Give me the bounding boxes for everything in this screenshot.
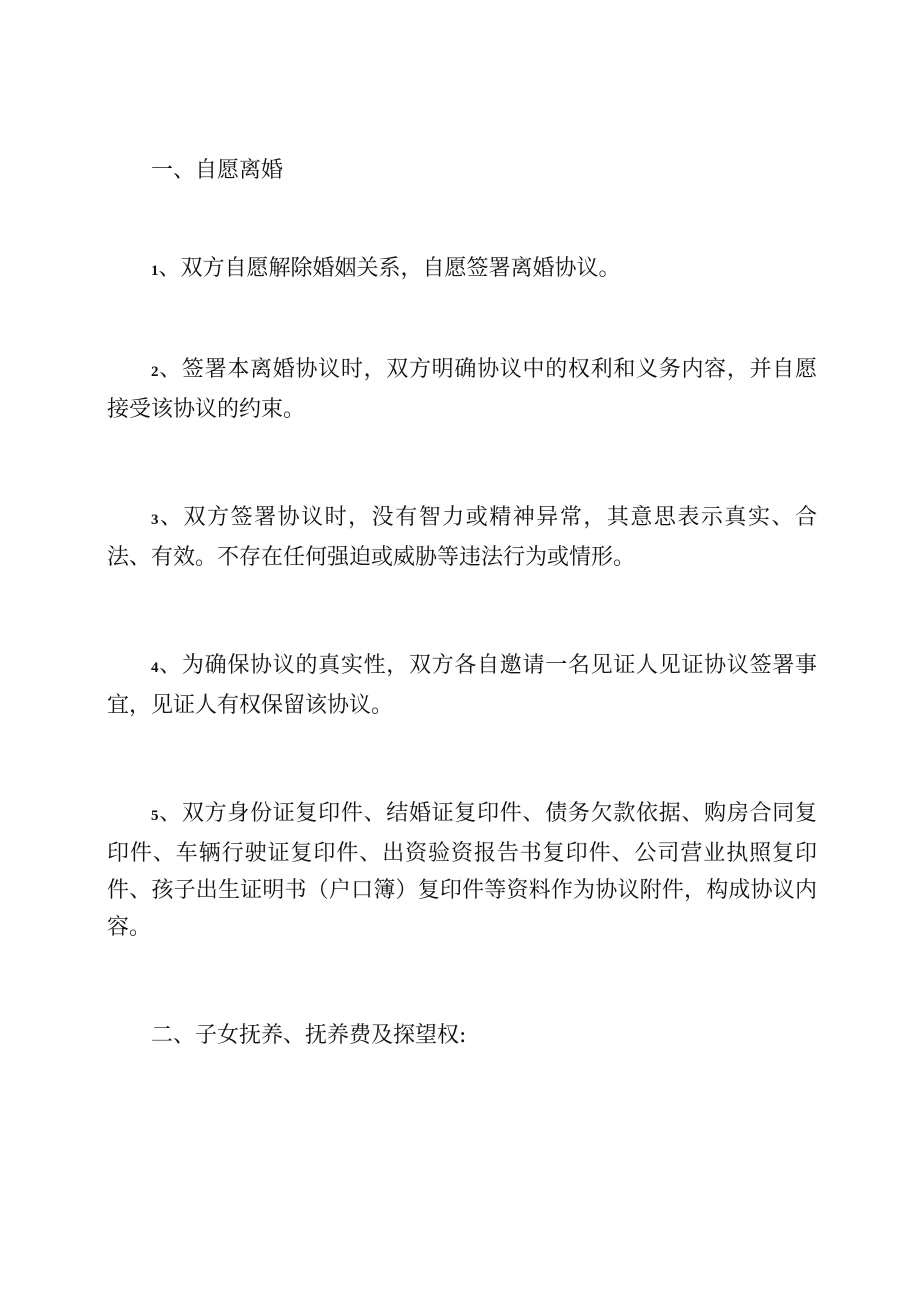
section-heading-child-custody: 二、子女抚养、抚养费及探望权: [151,1023,467,1048]
clause-5 [107,795,817,946]
clause-4 [107,647,817,724]
clause-text: 、双方身份证复印件、结婚证复印件、债务欠款依据、购房合同复印件、车辆行驶证复印件、出资验资报告书复印件、公司营业执照复印件、孩子出生证明书（户口簿）复印件等资料作为协议附件，构成协议内容。 [107,801,817,940]
clause-number: 1 [151,263,159,279]
clause-2 [107,351,817,428]
clause-3 [107,499,817,576]
clause-number: 5 [151,808,159,824]
clause-text: 、双方签署协议时，没有智力或精神异常，其意思表示真实、合法、有效。不存在任何强迫或威胁等违法行为或情形。 [107,505,817,570]
clause-number: 2 [151,364,159,380]
clause-text: 、为确保协议的真实性，双方各自邀请一名见证人见证协议签署事宜，见证人有权保留该协议。 [107,653,817,718]
clause-1 [107,250,817,290]
clause-number: 3 [151,512,159,528]
clause-text: 、签署本离婚协议时，双方明确协议中的权利和义务内容，并自愿接受该协议的约束。 [107,357,817,422]
document-body [107,152,817,1054]
clause-number: 4 [151,660,159,676]
clause-text: 、双方自愿解除婚姻关系，自愿签署离婚协议。 [158,256,621,281]
section-heading-voluntary-divorce: 一、自愿离婚 [151,158,284,183]
